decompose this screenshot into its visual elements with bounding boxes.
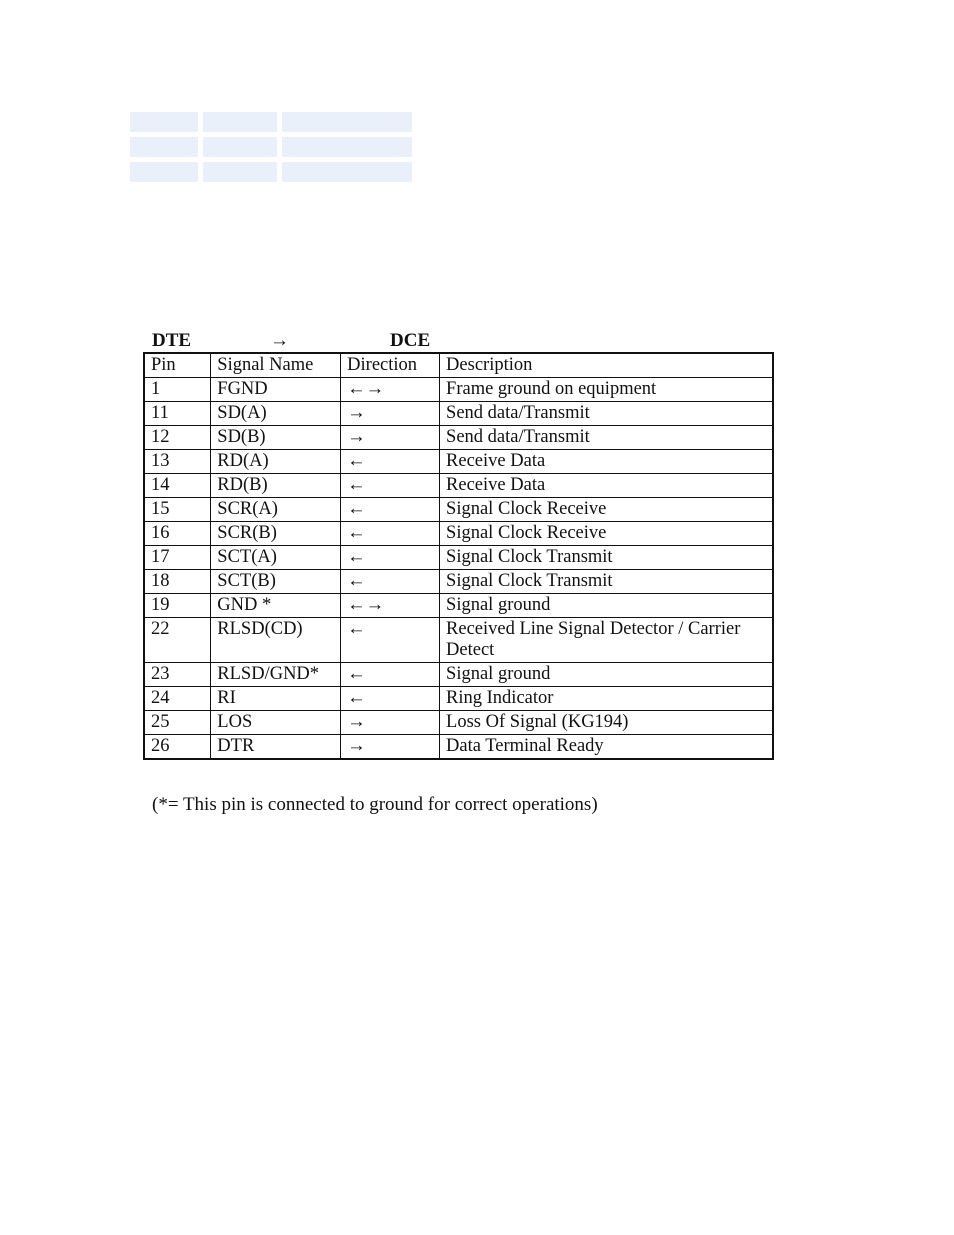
placeholder-cell [203,112,277,132]
table-row [144,663,773,687]
table-row [144,735,773,760]
pin-cell: 23 [144,663,211,687]
description-cell: Loss Of Signal (KG194) [440,711,773,735]
pin-cell: 14 [144,474,211,498]
pin-cell: 15 [144,498,211,522]
direction-cell: ← [341,570,440,594]
signal-name-cell: SCR(A) [211,498,341,522]
signal-name-cell: SCT(B) [211,570,341,594]
direction-cell: ← [341,474,440,498]
placeholder-cell [203,137,277,157]
description-cell: Receive Data [440,450,773,474]
signal-name-cell: FGND [211,378,341,402]
placeholder-cell [130,137,198,157]
description-cell: Frame ground on equipment [440,378,773,402]
placeholder-cell [130,112,198,132]
direction-cell: ← [341,450,440,474]
placeholder-cell [203,162,277,182]
table-row [144,522,773,546]
description-cell: Send data/Transmit [440,426,773,450]
pin-cell: 18 [144,570,211,594]
pin-table [143,352,774,760]
table-row [144,687,773,711]
table-row [144,546,773,570]
signal-name-cell: RD(B) [211,474,341,498]
pin-cell: 16 [144,522,211,546]
signal-name-cell: RLSD/GND* [211,663,341,687]
table-header-row [144,353,773,378]
pin-cell: 12 [144,426,211,450]
placeholder-cell [282,162,412,182]
description-cell: Receive Data [440,474,773,498]
direction-cell: → [341,711,440,735]
direction-cell: ← [341,522,440,546]
column-header-direction: Direction [341,353,440,378]
pin-cell: 22 [144,618,211,663]
direction-cell: ← [341,663,440,687]
direction-cell: ←→ [341,594,440,618]
description-cell: Signal Clock Transmit [440,570,773,594]
table-row [144,570,773,594]
direction-cell: → [341,402,440,426]
description-cell: Signal Clock Receive [440,522,773,546]
table-row [144,474,773,498]
signal-name-cell: RD(A) [211,450,341,474]
description-cell: Ring Indicator [440,687,773,711]
table-row [144,498,773,522]
direction-cell: ← [341,498,440,522]
signal-name-cell: SCR(B) [211,522,341,546]
signal-name-cell: LOS [211,711,341,735]
description-cell: Signal Clock Transmit [440,546,773,570]
pin-cell: 11 [144,402,211,426]
signal-name-cell: GND * [211,594,341,618]
pin-cell: 17 [144,546,211,570]
signal-name-cell: SD(B) [211,426,341,450]
placeholder-cell [130,162,198,182]
table-row [144,618,773,663]
placeholder-table [130,112,412,182]
signal-name-cell: SCT(A) [211,546,341,570]
arrow-right-icon: → [270,330,289,351]
direction-cell: ← [341,618,440,663]
pin-cell: 26 [144,735,211,760]
pin-cell: 13 [144,450,211,474]
table-row [144,711,773,735]
table-row [144,426,773,450]
direction-header [152,330,552,352]
dte-label: DTE [152,330,192,351]
pin-cell: 24 [144,687,211,711]
table-row [144,450,773,474]
table-row [144,378,773,402]
description-cell: Received Line Signal Detector / Carrier Detect [440,618,773,663]
column-header-description: Description [440,353,773,378]
signal-name-cell: RLSD(CD) [211,618,341,663]
column-header-pin: Pin [144,353,211,378]
direction-cell: ← [341,687,440,711]
footnote: (*= This pin is connected to ground for correct operations) [152,794,598,815]
direction-cell: → [341,426,440,450]
direction-cell: ← [341,546,440,570]
description-cell: Data Terminal Ready [440,735,773,760]
direction-cell: → [341,735,440,760]
description-cell: Signal ground [440,594,773,618]
description-cell: Send data/Transmit [440,402,773,426]
description-cell: Signal ground [440,663,773,687]
placeholder-cell [282,112,412,132]
table-row [144,594,773,618]
direction-cell: ←→ [341,378,440,402]
table-row [144,402,773,426]
description-cell: Signal Clock Receive [440,498,773,522]
column-header-signal-name: Signal Name [211,353,341,378]
placeholder-cell [282,137,412,157]
signal-name-cell: SD(A) [211,402,341,426]
signal-name-cell: DTR [211,735,341,760]
signal-name-cell: RI [211,687,341,711]
pin-cell: 1 [144,378,211,402]
pin-cell: 25 [144,711,211,735]
dce-label: DCE [390,330,431,351]
pin-cell: 19 [144,594,211,618]
